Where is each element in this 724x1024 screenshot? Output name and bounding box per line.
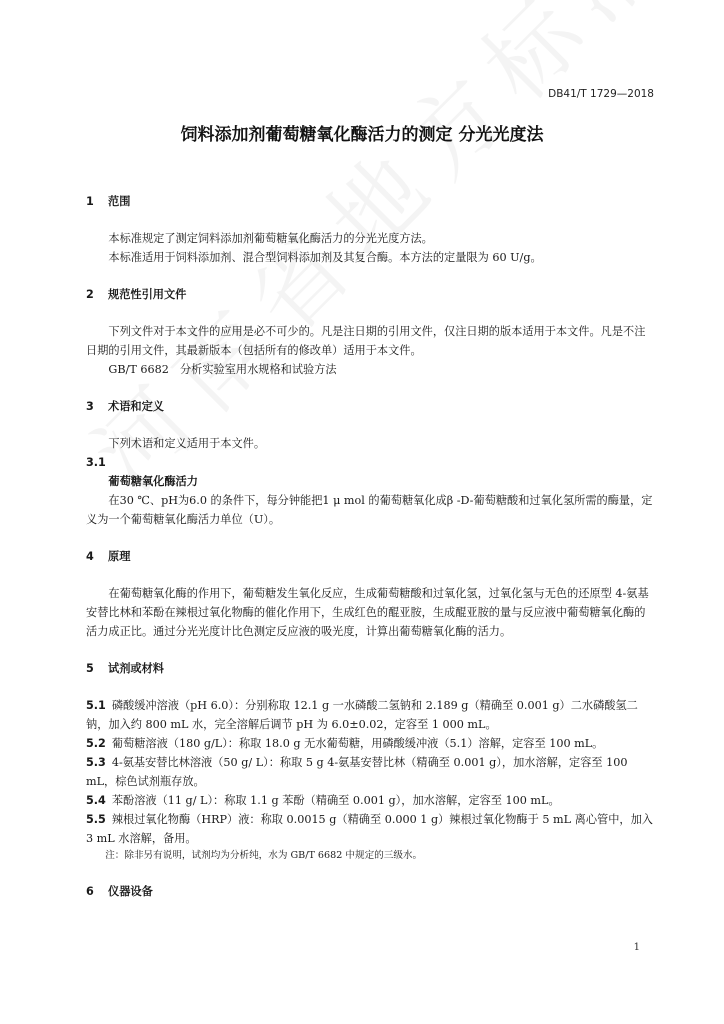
reagent-item — [86, 810, 654, 848]
section-number: 2 — [86, 288, 94, 301]
reagent-item — [86, 696, 654, 734]
reagent-number: 5.4 — [86, 794, 106, 807]
section-5-heading — [86, 659, 654, 678]
document-title: 饲料添加剂葡萄糖氧化酶活力的测定 分光光度法 — [180, 125, 544, 145]
term-number: 3.1 — [86, 456, 106, 469]
term-name: 葡萄糖氧化酶活力 — [108, 475, 198, 488]
term-definition: 在30 ℃、pH为6.0 的条件下，每分钟能把1 μ mol 的葡萄糖氧化成β -D-葡萄糖酸和过氧化氢所需的酶量，定义为一个葡萄糖氧化酶活力单位（U）。 — [86, 494, 653, 526]
section-number: 5 — [86, 662, 94, 675]
section-number: 1 — [86, 195, 94, 208]
reagent-number: 5.3 — [86, 756, 106, 769]
section-title: 试剂或材料 — [108, 662, 164, 675]
reagent-text: 4-氨基安替比林溶液（50 g/ L）：称取 5 g 4-氨基安替比林（精确至 0.001 g），加水溶解，定容至 100 mL，棕色试剂瓶存放。 — [86, 756, 628, 788]
standard-code: DB41/T 1729—2018 — [548, 88, 654, 100]
reagent-number: 5.1 — [86, 699, 106, 712]
reagents-note: 注：除非另有说明，试剂均为分析纯，水为 GB/T 6682 中规定的三级水。 — [105, 850, 423, 861]
reagent-number: 5.5 — [86, 813, 106, 826]
section-4-heading — [86, 547, 654, 566]
section-2-heading — [86, 285, 654, 304]
reagent-text: 磷酸缓冲溶液（pH 6.0）：分别称取 12.1 g 一水磷酸二氢钠和 2.189 g（精确至 0.001 g）二水磷酸氢二钠，加入约 800 mL 水，完全溶解后调节 pH 为 6.0±0.02，定容至 1 000 mL。 — [86, 699, 638, 731]
reagent-item — [86, 753, 654, 791]
reagent-item — [86, 734, 654, 753]
section-1-heading — [86, 192, 654, 211]
reagent-text: 辣根过氧化物酶（HRP）液：称取 0.0015 g（精确至 0.000 1 g）辣根过氧化物酶于 5 mL 离心管中，加入 3 mL 水溶解，备用。 — [86, 813, 653, 845]
normative-refs-paragraph: 下列文件对于本文件的应用是必不可少的。凡是注日期的引用文件，仅注日期的版本适用于本文件。凡是不注日期的引用文件，其最新版本（包括所有的修改单）适用于本文件。 — [86, 325, 646, 357]
reagent-number: 5.2 — [86, 737, 106, 750]
reagent-item — [86, 791, 654, 810]
section-3-heading — [86, 397, 654, 416]
section-title: 术语和定义 — [108, 400, 164, 413]
document-body — [86, 192, 654, 901]
scope-paragraph-2: 本标准适用于饲料添加剂、混合型饲料添加剂及其复合酶。本方法的定量限为 60 U/g。 — [108, 251, 542, 264]
section-number: 3 — [86, 400, 94, 413]
page-number: 1 — [633, 942, 640, 953]
section-title: 规范性引用文件 — [108, 288, 187, 301]
section-title: 原理 — [108, 550, 131, 563]
section-title: 范围 — [108, 195, 131, 208]
scope-paragraph-1: 本标准规定了测定饲料添加剂葡萄糖氧化酶活力的分光光度方法。 — [108, 232, 433, 245]
reagent-text: 葡萄糖溶液（180 g/L）：称取 18.0 g 无水葡萄糖，用磷酸缓冲液（5.1）溶解，定容至 100 mL。 — [111, 737, 604, 750]
terms-intro: 下列术语和定义适用于本文件。 — [108, 437, 266, 450]
section-number: 4 — [86, 550, 94, 563]
principle-paragraph: 在葡萄糖氧化酶的作用下，葡萄糖发生氧化反应，生成葡萄糖酸和过氧化氢，过氧化氢与无色的还原型 4-氨基安替比林和苯酚在辣根过氧化物酶的催化作用下，生成红色的醌亚胺，生成醌亚胺的量与反应液中葡萄糖氧化酶的活力成正比。通过分光光度计比色测定反应液的吸光度，计算出葡萄糖氧化酶的活力。 — [86, 587, 649, 638]
section-number: 6 — [86, 885, 94, 898]
section-6-heading — [86, 882, 654, 901]
reagent-text: 苯酚溶液（11 g/ L）：称取 1.1 g 苯酚（精确至 0.001 g），加水溶解，定容至 100 mL。 — [111, 794, 560, 807]
section-title: 仪器设备 — [108, 885, 153, 898]
reference-item: GB/T 6682 分析实验室用水规格和试验方法 — [108, 363, 337, 376]
